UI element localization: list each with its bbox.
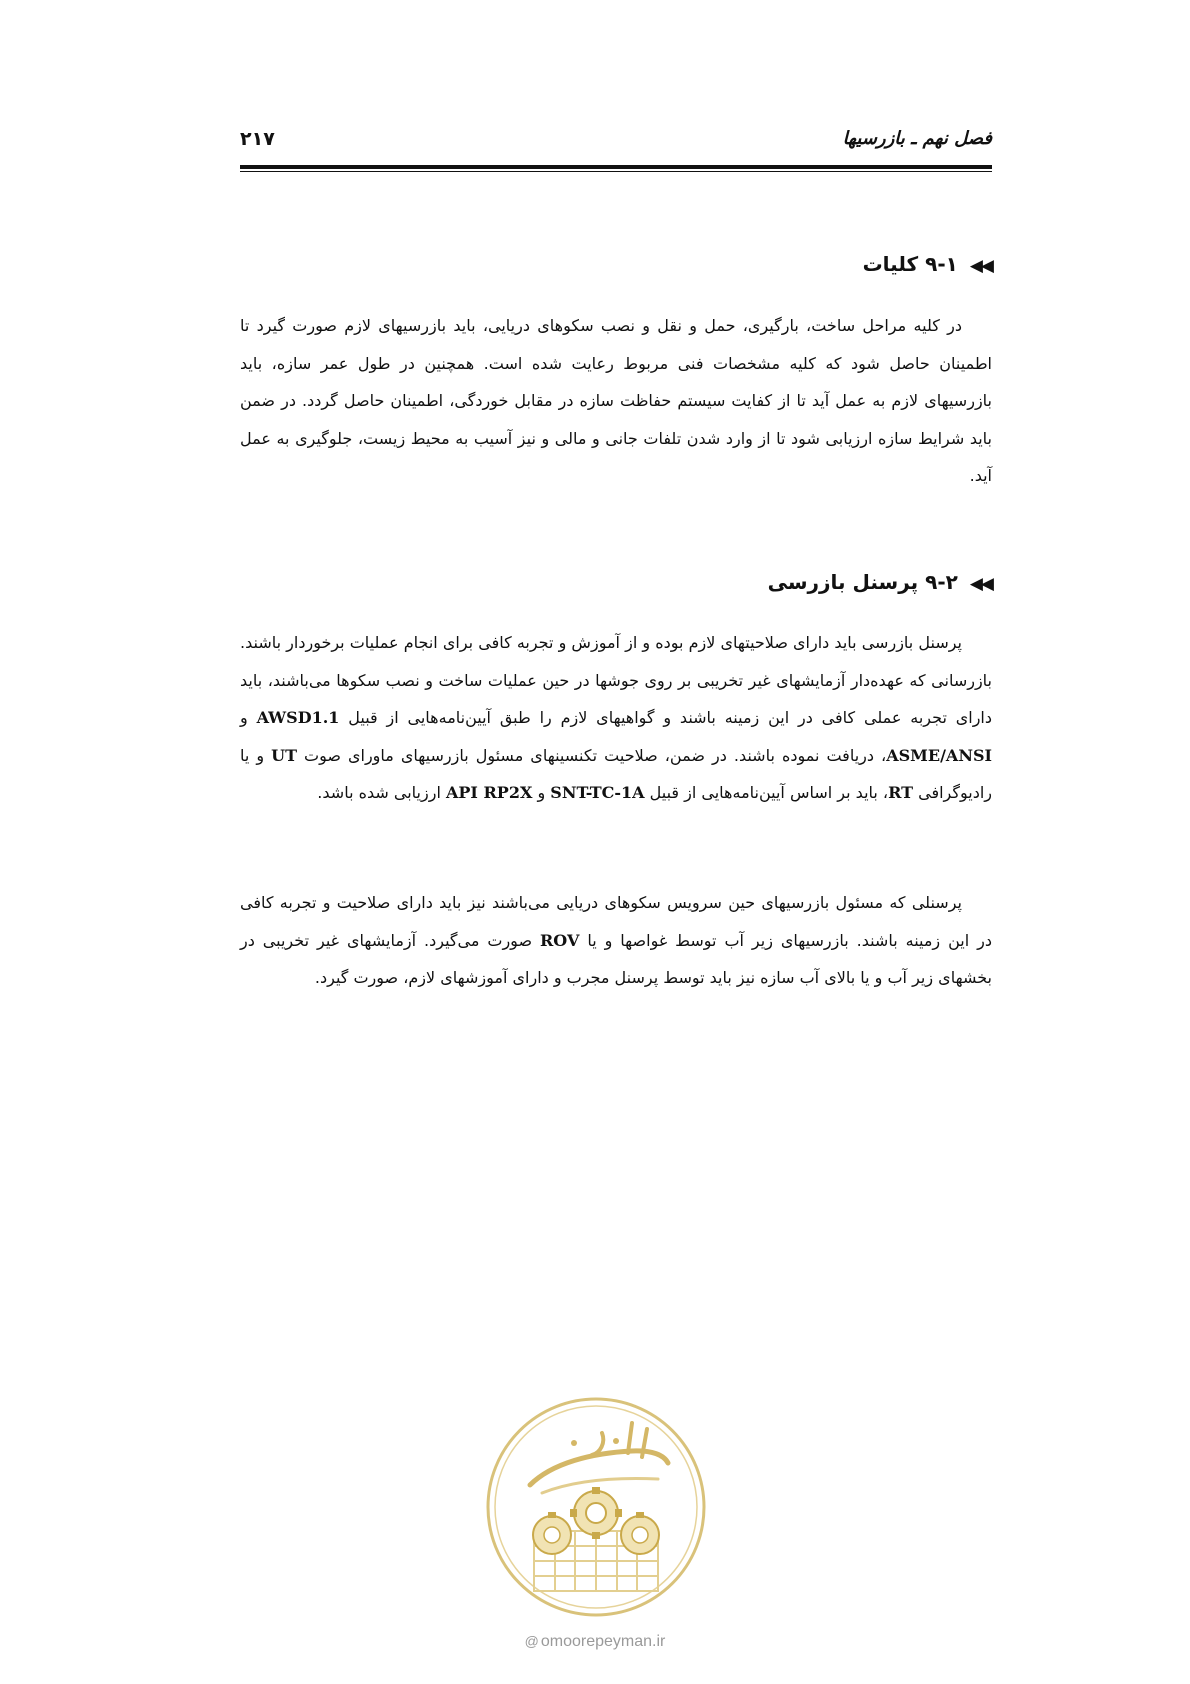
double-arrow-icon: ◀◀ <box>969 574 992 594</box>
code-rt: RT <box>888 783 914 802</box>
at-icon: @ <box>524 1633 539 1649</box>
paragraph-general: در کلیه مراحل ساخت، بارگیری، حمل و نقل و نصب سکوهای دریایی، باید بازرسیهای لازم صورت گیرد تا اطمینان حاصل شود که کلیه مشخصات فنی مربوط رعایت شده است. همچنین در طول عمر سازه، باید بازرسیهای لازم به عمل آید تا از کفایت سیستم حفاظت سازه در مقابل خوردگی، اطمینان حاصل گردد. در ضمن باید شرایط سازه ارزیابی شود تا از وارد شدن تلفات جانی و مالی و نیز آسیب به محیط زیست، جلوگیری به عمل آید. <box>240 316 992 485</box>
paragraph-personnel-qualifications: پرسنل بازرسی باید دارای صلاحیتهای لازم بوده و از آموزش و تجربه کافی برای انجام عملیات برخوردار باشند. بازرسانی که عهده‌دار آزمایشهای غیر تخریبی بر روی جوشها در حین عملیات ساخت و نصب سکوها می‌باشند، باید دارای تجربه عملی کافی در این زمینه باشند و گواهیهای لازم را طبق آیین‌نامه‌هایی از قبیل AWSD1.1 و ASME/ANSI، دریافت نموده باشند. در ضمن، صلاحیت تکنسینهای مسئول بازرسیهای ماورای صوت UT و یا رادیوگرافی RT، باید بر اساس آیین‌نامه‌هایی از قبیل SNT-TC-1A و API RP2X ارزیابی شده باشد. <box>240 633 992 802</box>
double-arrow-icon: ◀◀ <box>969 256 992 276</box>
section-heading-general <box>863 252 992 276</box>
code-awsd: AWSD1.1 <box>256 708 340 727</box>
watermark-url: @ omoorepeyman.ir <box>524 1633 666 1650</box>
running-head <box>240 128 992 156</box>
code-api: API RP2X <box>445 783 533 802</box>
page-number: ۲۱۷ <box>240 128 275 150</box>
header-rule-thin <box>240 171 992 172</box>
section-number: ۹-۱ <box>925 252 958 276</box>
code-asme-ansi: ASME/ANSI <box>886 745 992 765</box>
code-ut: UT <box>271 745 297 765</box>
code-rov: ROV <box>540 930 580 950</box>
header-rule-thick <box>240 165 992 169</box>
section-title: پرسنل بازرسی <box>767 570 919 594</box>
section-number: ۹-۲ <box>925 570 958 594</box>
code-snt: SNT-TC-1A <box>550 783 645 802</box>
section-heading-personnel <box>768 570 992 594</box>
chapter-title: فصل نهم ـ بازرسیها <box>842 128 992 149</box>
section-title: کلیات <box>862 252 919 276</box>
watermark-logo <box>482 1393 710 1621</box>
paragraph-inservice-inspection: پرسنلی که مسئول بازرسیهای حین سرویس سکوهای دریایی می‌باشند نیز باید دارای صلاحیت و تجربه کافی در این زمینه باشند. بازرسیهای زیر آب توسط غواصها و یا ROV صورت می‌گیرد. آزمایشهای غیر تخریبی در بخشهای زیر آب و یا بالای آب سازه نیز باید توسط پرسنل مجرب و دارای آموزشهای لازم، صورت گیرد. <box>240 893 992 987</box>
